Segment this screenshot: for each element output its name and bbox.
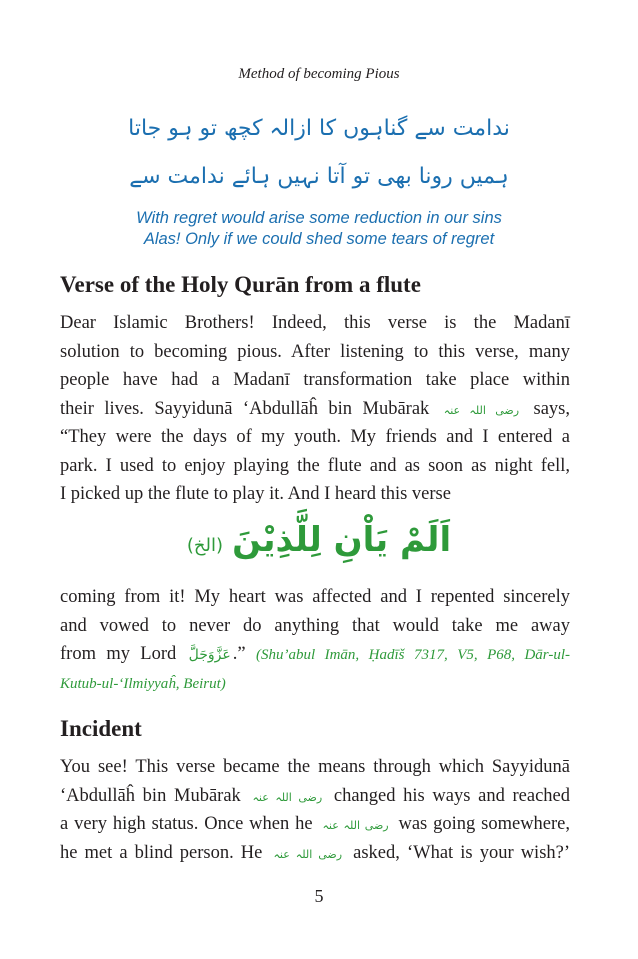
paragraph-incident — [60, 753, 570, 867]
paragraph-repentance — [60, 583, 570, 697]
honorific-radiallahu-anhu: رضی اللہ عنہ — [252, 790, 323, 804]
paragraph-line — [60, 395, 570, 424]
paragraph-line: people have had a Madanī transformation take place within — [60, 370, 570, 390]
section-heading-verse-from-flute: Verse of the Holy Qurān from a flute — [60, 272, 421, 297]
verse-arabic: اَلَمْ یَاْنِ لِلَّذِیْنَ — [232, 520, 452, 560]
couplet-translation-line-1: With regret would arise some reduction in our sins — [136, 209, 502, 227]
text-segment: asked, ‘What is your wish?’ — [353, 842, 571, 863]
urdu-couplet-line-2: ہمیں رونا بھی تو آتا نہیں ہائے ندامت سے — [129, 164, 509, 189]
running-head: Method of becoming Pious — [238, 66, 400, 82]
honorific-azza-wa-jalla: عَزَّوَجَلَّ — [188, 647, 231, 663]
honorific-radiallahu-anhu: رضی اللہ عنہ — [322, 819, 389, 832]
paragraph-line — [60, 782, 570, 811]
honorific-radiallahu-anhu: رضی اللہ عنہ — [273, 847, 343, 861]
text-segment: was going somewhere, — [398, 814, 571, 834]
paragraph-line: and vowed to never do anything that would take me away — [60, 615, 570, 636]
text-segment: changed his ways and reached — [333, 785, 571, 806]
text-segment: from my Lord — [60, 644, 177, 664]
paragraph-line: You see! This verse became the means through which Sayyidunā — [60, 757, 570, 777]
text-segment: .” — [232, 644, 246, 664]
paragraph-flute-story — [60, 309, 570, 509]
paragraph-line: Dear Islamic Brothers! Indeed, this verse is the Madanī — [60, 313, 570, 333]
paragraph-line — [60, 640, 570, 669]
citation-reference: (Shu’abul Imān, Ḥadīš 7317, V5, P68, Dār-ul- — [255, 647, 571, 663]
section-heading-incident: Incident — [60, 716, 142, 741]
paragraph-line — [60, 669, 570, 698]
paragraph-line: solution to becoming pious. After listening to this verse, many — [60, 341, 570, 362]
urdu-couplet-line-1: ندامت سے گناہوں کا ازالہ کچھ تو ہو جاتا — [128, 116, 510, 141]
page-number: 5 — [314, 886, 324, 906]
verse-suffix: (الخ) — [186, 535, 224, 556]
text-segment: he met a blind person. He — [60, 842, 263, 863]
couplet-translation-line-2: Alas! Only if we could shed some tears of regret — [143, 230, 495, 248]
paragraph-line: coming from it! My heart was affected and I repented sincerely — [60, 587, 570, 607]
paragraph-line: “They were the days of my youth. My friends and I entered a — [60, 427, 570, 447]
text-segment: says, — [533, 398, 571, 419]
text-segment: a very high status. Once when he — [60, 814, 313, 834]
paragraph-line: park. I used to enjoy playing the flute and as soon as night fell, — [60, 455, 570, 476]
text-segment: ‘Abdullāĥ bin Mubārak — [60, 785, 241, 806]
quranic-verse — [0, 520, 638, 560]
paragraph-line — [60, 839, 570, 868]
text-segment: their lives. Sayyidunā ‘Abdullāĥ bin Mubārak — [60, 398, 430, 419]
paragraph-line — [60, 810, 570, 839]
paragraph-line: I picked up the flute to play it. And I heard this verse — [60, 484, 451, 504]
citation-reference-continued: Kutub-ul-‘Ilmiyyaĥ, Beirut) — [60, 675, 226, 692]
honorific-radiallahu-anhu: رضی اللہ عنہ — [443, 403, 520, 417]
